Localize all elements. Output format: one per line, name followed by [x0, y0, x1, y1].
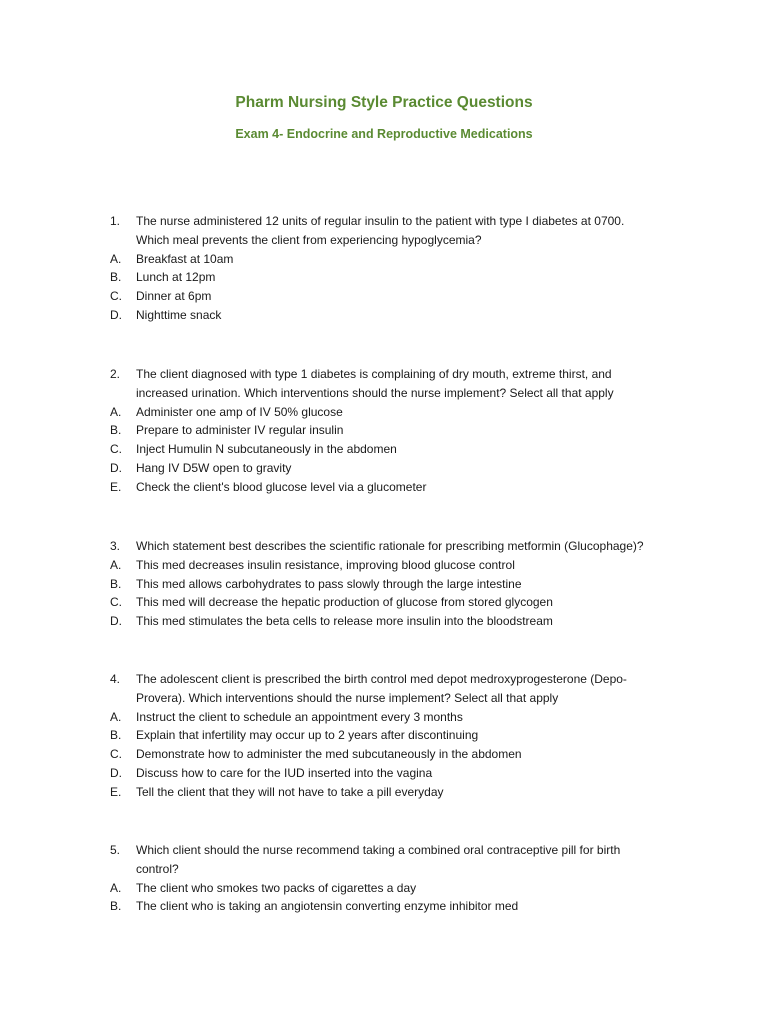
option-letter: B.: [110, 899, 122, 914]
answer-option-c: [110, 593, 670, 612]
answer-option-b: [110, 575, 670, 594]
option-text: Lunch at 12pm: [136, 270, 216, 285]
option-text: Dinner at 6pm: [136, 289, 212, 304]
question-stem-line: [110, 670, 670, 689]
option-text: Nighttime snack: [136, 307, 222, 322]
option-letter: C.: [110, 595, 122, 610]
option-letter: A.: [110, 709, 122, 724]
question-text: The client diagnosed with type 1 diabetes is complaining of dry mouth, extreme thirst, and: [136, 367, 612, 381]
option-letter: D.: [110, 307, 122, 322]
page-title: Pharm Nursing Style Practice Questions: [235, 94, 533, 111]
question-stem-line: [110, 384, 670, 403]
question-stem-line: [110, 212, 670, 231]
question-text: Provera). Which interventions should the nurse implement? Select all that apply: [136, 690, 559, 705]
question-number: 3.: [110, 539, 121, 553]
option-text: This med will decrease the hepatic production of glucose from stored glycogen: [136, 595, 553, 610]
option-text: Discuss how to care for the IUD inserted into the vagina: [136, 765, 433, 780]
answer-option-a: [110, 250, 670, 269]
answer-option-b: [110, 726, 670, 745]
option-letter: C.: [110, 747, 122, 762]
option-letter: A.: [110, 251, 122, 266]
question-text: increased urination. Which interventions should the nurse implement? Select all that apply: [136, 385, 614, 400]
option-letter: B.: [110, 270, 122, 285]
option-letter: A.: [110, 404, 122, 419]
option-letter: A.: [110, 880, 122, 895]
option-text: Instruct the client to schedule an appointment every 3 months: [136, 709, 463, 724]
question-stem-line: [110, 537, 670, 556]
question-number: 1.: [110, 214, 121, 228]
page-subtitle: Exam 4- Endocrine and Reproductive Medications: [235, 127, 533, 141]
option-text: This med stimulates the beta cells to release more insulin into the bloodstream: [136, 614, 553, 629]
option-letter: B.: [110, 423, 122, 438]
answer-option-d: [110, 306, 670, 325]
option-text: Breakfast at 10am: [136, 251, 234, 266]
question-text: The nurse administered 12 units of regular insulin to the patient with type I diabetes at 0700.: [136, 214, 625, 228]
answer-option-c: [110, 440, 670, 459]
answer-option-a: [110, 403, 670, 422]
option-text: Tell the client that they will not have to take a pill everyday: [136, 784, 444, 799]
question-stem-line: [110, 860, 670, 879]
option-text: Inject Humulin N subcutaneously in the abdomen: [136, 442, 397, 457]
question-1: [110, 212, 670, 325]
answer-option-d: [110, 764, 670, 783]
answer-option-b: [110, 897, 670, 916]
option-letter: D.: [110, 460, 122, 475]
question-text: control?: [136, 861, 179, 876]
answer-option-d: [110, 612, 670, 631]
question-number: 5.: [110, 843, 121, 857]
option-letter: E.: [110, 479, 122, 494]
option-letter: E.: [110, 784, 122, 799]
option-letter: C.: [110, 442, 122, 457]
question-stem-line: [110, 231, 670, 250]
question-text: Which client should the nurse recommend taking a combined oral contraceptive pill for birth: [136, 843, 621, 857]
option-text: This med allows carbohydrates to pass slowly through the large intestine: [136, 576, 522, 591]
answer-option-d: [110, 459, 670, 478]
option-text: Prepare to administer IV regular insulin: [136, 423, 344, 438]
answer-option-b: [110, 268, 670, 287]
question-text: Which statement best describes the scientific rationale for prescribing metformin (Glucophage)?: [136, 539, 644, 553]
answer-option-b: [110, 421, 670, 440]
option-letter: B.: [110, 728, 122, 743]
option-letter: B.: [110, 576, 122, 591]
option-text: This med decreases insulin resistance, improving blood glucose control: [136, 557, 515, 572]
option-text: Check the client's blood glucose level via a glucometer: [136, 479, 427, 494]
question-4: [110, 670, 670, 802]
option-letter: A.: [110, 557, 122, 572]
answer-option-e: [110, 783, 670, 802]
answer-option-a: [110, 556, 670, 575]
option-text: Demonstrate how to administer the med subcutaneously in the abdomen: [136, 747, 522, 762]
question-stem-line: [110, 841, 670, 860]
option-text: Hang IV D5W open to gravity: [136, 460, 292, 475]
option-letter: C.: [110, 289, 122, 304]
question-stem-line: [110, 689, 670, 708]
option-letter: D.: [110, 765, 122, 780]
option-text: Administer one amp of IV 50% glucose: [136, 404, 343, 419]
question-text: The adolescent client is prescribed the birth control med depot medroxyprogesterone (Depo-: [136, 672, 627, 686]
question-3: [110, 537, 670, 631]
question-number: 4.: [110, 672, 121, 686]
question-text: Which meal prevents the client from experiencing hypoglycemia?: [136, 232, 482, 247]
question-5: [110, 841, 670, 916]
answer-option-e: [110, 478, 670, 497]
answer-option-c: [110, 745, 670, 764]
question-number: 2.: [110, 367, 121, 381]
option-text: The client who is taking an angiotensin converting enzyme inhibitor med: [136, 899, 519, 914]
question-stem-line: [110, 365, 670, 384]
answer-option-a: [110, 708, 670, 727]
option-text: Explain that infertility may occur up to 2 years after discontinuing: [136, 728, 479, 743]
option-letter: D.: [110, 614, 122, 629]
answer-option-c: [110, 287, 670, 306]
answer-option-a: [110, 879, 670, 898]
question-2: [110, 365, 670, 497]
option-text: The client who smokes two packs of cigarettes a day: [136, 880, 417, 895]
